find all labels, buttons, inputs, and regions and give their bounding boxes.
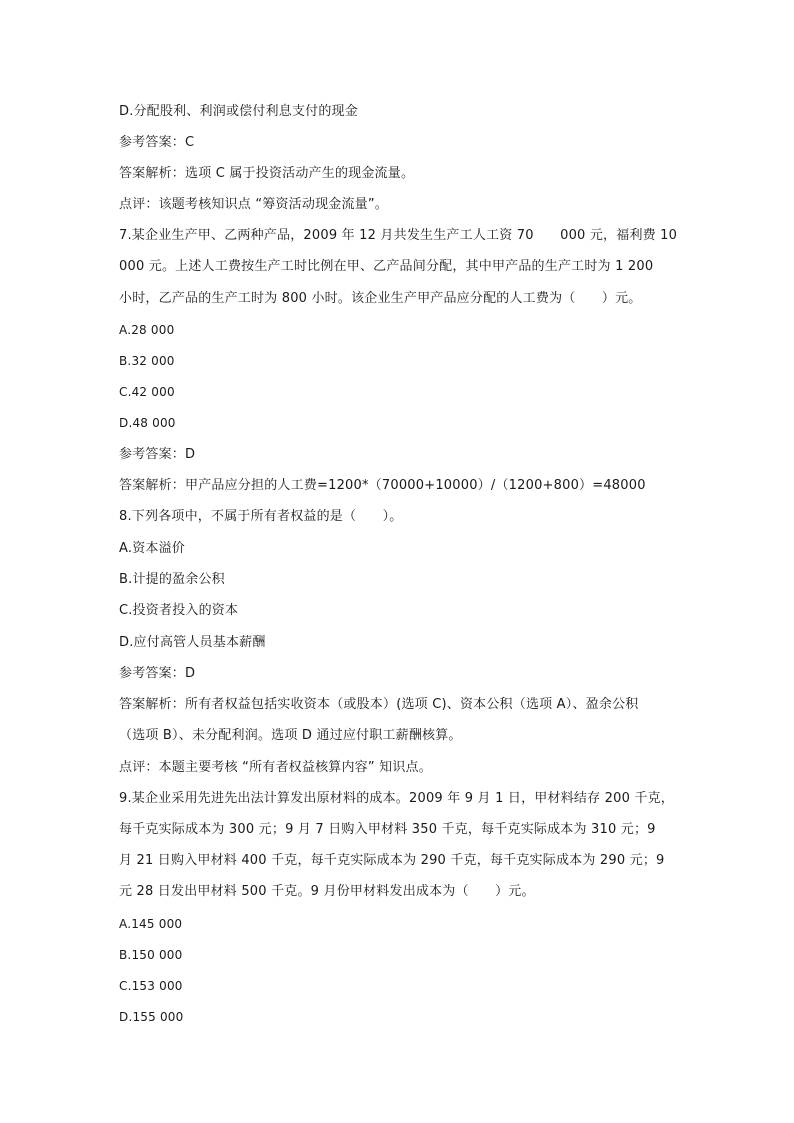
- q9-option-a: A.145 000: [119, 917, 183, 931]
- q7-option-a: A.28 000: [119, 323, 175, 337]
- q7-explanation: 答案解析：甲产品应分担的人工费=1200*（70000+10000）/（1200+800）=48000: [119, 478, 646, 493]
- q6-answer: 参考答案：C: [119, 135, 195, 150]
- q6-comment: 点评：该题考核知识点 “筹资活动现金流量”。: [119, 197, 389, 212]
- q9-stem-line-3: 月 21 日购入甲材料 400 千克，每千克实际成本为 290 千克，每千克实际成本为 290 元；9: [119, 853, 665, 868]
- q8-stem: 8.下列各项中，不属于所有者权益的是（ ）。: [119, 509, 403, 524]
- q7-option-c: C.42 000: [119, 385, 175, 399]
- q8-option-d: D.应付高管人员基本薪酬: [119, 635, 266, 650]
- q7-stem-line-3: 小时，乙产品的生产工时为 800 小时。该企业生产甲产品应分配的人工费为（ ）元。: [119, 291, 642, 306]
- q8-explanation-line-2: （选项 B）、未分配利润。选项 D 通过应付职工薪酬核算。: [119, 728, 462, 743]
- q9-stem-line-2: 每千克实际成本为 300 元；9 月 7 日购入甲材料 350 千克，每千克实际成本为 310 元；9: [119, 822, 656, 837]
- q7-answer: 参考答案：D: [119, 447, 196, 462]
- q9-stem-line-4: 元 28 日发出甲材料 500 千克。9 月份甲材料发出成本为（ ）元。: [119, 884, 535, 899]
- q7-option-d: D.48 000: [119, 416, 176, 430]
- q7-option-b: B.32 000: [119, 354, 175, 368]
- q8-explanation-line-1: 答案解析：所有者权益包括实收资本（或股本）(选项 C)、资本公积（选项 A）、盈余公积: [119, 697, 639, 712]
- q9-option-b: B.150 000: [119, 948, 183, 962]
- q8-option-a: A.资本溢价: [119, 541, 185, 556]
- q9-option-d: D.155 000: [119, 1010, 184, 1024]
- q8-answer: 参考答案：D: [119, 666, 196, 681]
- q9-stem-line-1: 9.某企业采用先进先出法计算发出原材料的成本。2009 年 9 月 1 日，甲材料结存 200 千克，: [119, 791, 674, 806]
- q8-comment: 点评：本题主要考核 “所有者权益核算内容” 知识点。: [119, 760, 432, 775]
- q8-option-c: C.投资者投入的资本: [119, 603, 239, 618]
- q6-option-d: D.分配股利、利润或偿付利息支付的现金: [119, 104, 358, 119]
- q7-stem-line-1: 7.某企业生产甲、乙两种产品，2009 年 12 月共发生生产工人工资 70 000 元，福利费 10: [119, 228, 678, 243]
- q7-stem-line-2: 000 元。上述人工费按生产工时比例在甲、乙产品间分配，其中甲产品的生产工时为 1 200: [119, 259, 654, 274]
- q6-explanation: 答案解析：选项 C 属于投资活动产生的现金流量。: [119, 166, 415, 181]
- q8-option-b: B.计提的盈余公积: [119, 572, 225, 587]
- q9-option-c: C.153 000: [119, 979, 183, 993]
